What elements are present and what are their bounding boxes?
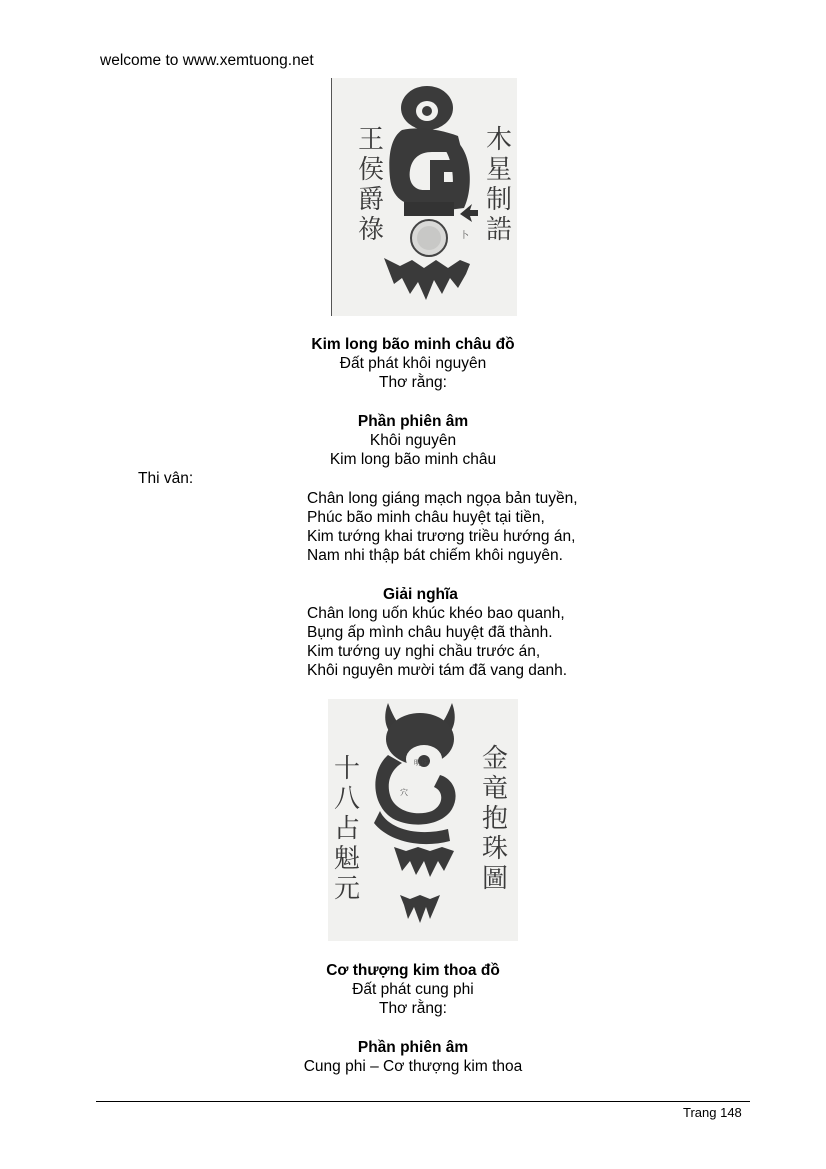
giai-nghia-line: Kim tướng uy nghi chầu trước án,	[307, 643, 541, 660]
poem-line: Nam nhi thập bát chiếm khôi nguyên.	[307, 547, 563, 564]
site-header-text: welcome to www.xemtuong.net	[100, 52, 314, 69]
section2-subtitle: Đất phát cung phi	[352, 981, 474, 998]
section1-phien-am-line1: Khôi nguyên	[369, 432, 457, 449]
section2-poem-intro: Thơ rằng:	[379, 1000, 447, 1017]
footer-divider	[96, 1101, 750, 1102]
giai-nghia-line: Bụng ấp mình châu huyệt đã thành.	[307, 624, 553, 641]
poem-line: Chân long giáng mạch ngọa bản tuyền,	[307, 490, 578, 507]
section1-poem-intro: Thơ rằng:	[379, 374, 447, 391]
figure2-small-mark-1: 明珠	[414, 759, 428, 767]
section1-phien-am-heading: Phần phiên âm	[357, 413, 469, 430]
figure2-left-calligraphy: 十八占魁元	[334, 754, 361, 904]
figure2-small-mark-2: 穴	[400, 788, 408, 797]
figure1-small-mark: 卜	[460, 231, 470, 241]
giai-nghia-line: Khôi nguyên mười tám đã vang danh.	[307, 662, 568, 679]
section1-phien-am-line2: Kim long bão minh châu	[329, 451, 497, 468]
poem-line: Phúc bão minh châu huyệt tại tiền,	[307, 509, 545, 526]
section2-phien-am-heading: Phần phiên âm	[357, 1039, 469, 1056]
figure-kim-long-bao-chau-do	[328, 699, 518, 941]
giai-nghia-heading: Giải nghĩa	[383, 586, 458, 603]
page-number: Trang 148	[683, 1105, 742, 1120]
thi-van-label: Thi vân:	[138, 470, 194, 487]
giai-nghia-line: Chân long uốn khúc khéo bao quanh,	[307, 605, 565, 622]
figure1-left-calligraphy: 王侯爵祿	[358, 125, 385, 245]
figure-kim-long-bao-minh-chau	[331, 78, 517, 316]
figure2-right-calligraphy: 金竜抱珠圖	[482, 744, 509, 894]
section2-title: Cơ thượng kim thoa đồ	[326, 962, 500, 979]
figure1-right-calligraphy: 木星制誥	[486, 125, 513, 245]
section1-subtitle: Đất phát khôi nguyên	[339, 355, 487, 372]
section2-phien-am-line1: Cung phi – Cơ thượng kim thoa	[303, 1058, 523, 1075]
poem-line: Kim tướng khai trương triều hướng án,	[307, 528, 576, 545]
section1-title: Kim long bão minh châu đồ	[311, 336, 515, 353]
